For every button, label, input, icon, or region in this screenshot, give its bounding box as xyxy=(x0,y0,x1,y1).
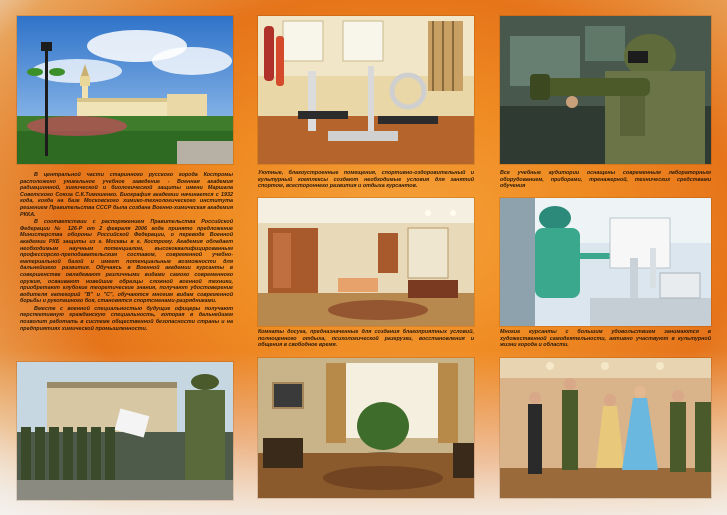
caption-sports-rooms xyxy=(258,170,474,191)
photo-cadets-parade-oath xyxy=(17,362,233,500)
caption-paragraph: Все учебные аудитории оснащены современным лабораторным оборудованием, приборами, тренажерной, технических средствами обучения xyxy=(500,170,711,190)
caption-paragraph: Комнаты досуга, предназначенные для создания благоприятных условий, полноценного отдыха, психологической разгрузки, восстановления и общения в свободное время. xyxy=(258,329,474,349)
photo-leisure-hall xyxy=(258,358,474,498)
photo-laboratory-work xyxy=(500,198,711,326)
photo-cadets-ball-dance xyxy=(500,358,711,498)
caption-paragraph: Вместе с военной специальностью будущие офицеры получают перспективную гражданскую специальность, которая в дальнейшем позволит работать в системе общественной безопасности страны и на предприятиях химической промышленности. xyxy=(20,305,233,332)
caption-classrooms xyxy=(500,170,711,191)
caption-paragraph: Многие курсанты с большим удовольствием занимаются в художественной самодеятельности, активно участвуют в культурной жизни города и области. xyxy=(500,329,711,349)
caption-leisure-rooms xyxy=(258,329,474,350)
photo-kostroma-town-square xyxy=(17,16,233,164)
photo-dormitory-room xyxy=(258,198,474,326)
caption-arts xyxy=(500,329,711,350)
caption-paragraph: В центральной части старинного русского города Костромы расположено уникальное учебное заведение - Военная академия радиационной, химической и биологической защиты имени Маршала Советского Союза С.К.Тимошенко. Биография академии начинается с 1932 года, когда на базе Московского химико-технологического института решением Правительства СССР была создана Военно-химическая академия РККА. xyxy=(20,172,233,218)
caption-paragraph: Уютные, благоустроенные помещения, спортивно-оздоровительный и культурный комплексы создают необходимые условия для занятий спортом, всестороннего развития и отдыха курсантов. xyxy=(258,170,474,190)
photo-gym-interior xyxy=(258,16,474,164)
caption-academy-intro xyxy=(20,172,233,333)
photo-soldier-with-launcher xyxy=(500,16,711,164)
caption-paragraph: В соответствии с распоряжением Правительства Российской Федерации № 126-Р от 2 февраля 2006 года принято предложение Министерства обороны Российской Федерации, о переводе Военной академии РХБ защиты из г. Москвы в г. Кострому. Академия обладает необходимым научным потенциалом, высококвалифицированным профессорско-преподавательским составом, современной учебно-материальной базой и имеет потенциальные возможности для дальнейшего развития. Обучаясь в Военной академии курсанты в совершенстве овладевают различными видами самого современного оружия, осваивают новейшие образцы сложной военной техники, приобретают глубокие теоретические знания, получают удостоверение водителя категорий "В" и "С", обучаются многим видам современной борьбы и рукопашного боя, становятся спортсменами-разрядниками. xyxy=(20,219,233,305)
